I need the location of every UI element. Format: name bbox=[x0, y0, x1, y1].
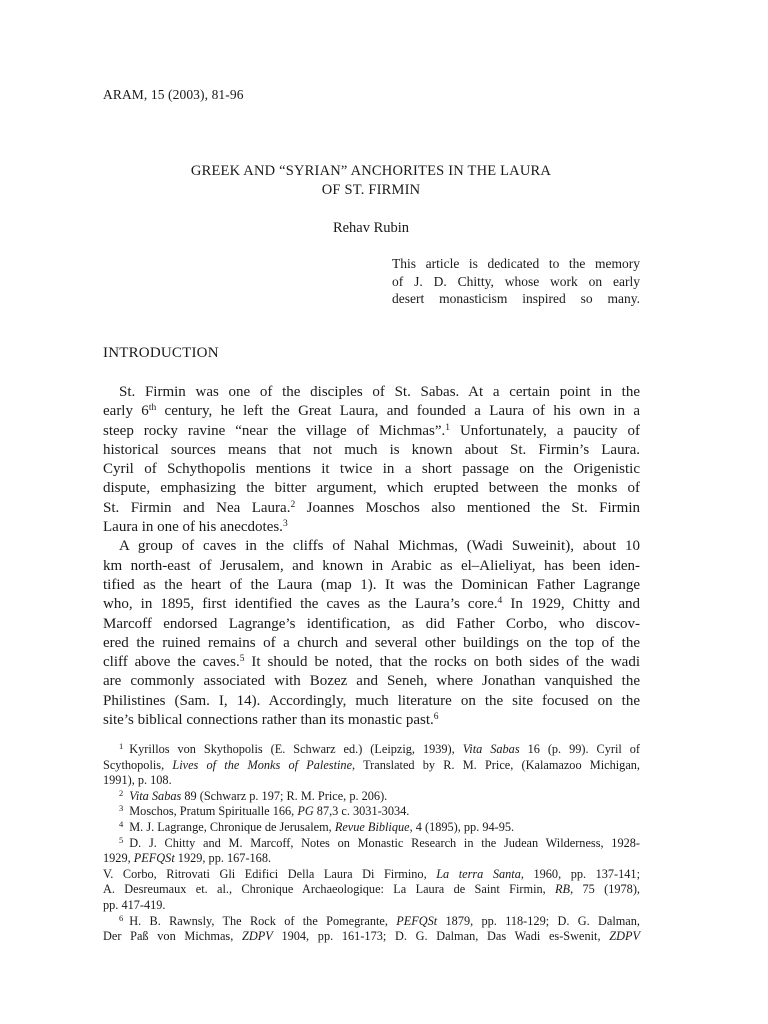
dedication-line: desert monasticism inspired so many. bbox=[392, 291, 640, 306]
body-text bbox=[103, 383, 640, 730]
body-line: A group of caves in the cliffs of Nahal Michmas, (Wadi Suweinit), about 10 bbox=[119, 538, 640, 555]
footnote-mark: 5 bbox=[119, 834, 124, 845]
body-line: km north-east of Jerusalem, and known in Arabic as el–Alieliyat, has been iden- bbox=[103, 557, 640, 574]
footnote-mark: 2 bbox=[119, 787, 124, 798]
footnote-ref[interactable]: 3 bbox=[282, 519, 288, 530]
footnote-ref[interactable]: 4 bbox=[497, 596, 503, 607]
footnote-line: 1929, PEFQSt 1929, pp. 167-168. bbox=[103, 851, 272, 866]
body-line: Cyril of Schythopolis mentions it twice in a short passage on the Origenistic bbox=[103, 461, 640, 478]
footnote-line: Der Paß von Michmas, ZDPV 1904, pp. 161-173; D. G. Dalman, Das Wadi es-Swenit, ZDPV bbox=[103, 929, 640, 944]
article-title bbox=[103, 162, 639, 200]
footnote-mark: 3 bbox=[119, 803, 124, 814]
footnote-line: $^4$ M. J. Lagrange, Chronique de Jerusalem, Revue Biblique, 4 (1895), pp. 94-95. bbox=[119, 818, 515, 834]
body-line: who, in 1895, first identified the caves as the Laura’s core.$^4$ In 1929, Chitty and bbox=[103, 596, 640, 613]
footnote-line: A. Desreumaux et. al., Chronique Archaeologique: La Laura de Saint Firmin, RB, 75 (1978), bbox=[103, 882, 640, 897]
footnote-line: V. Corbo, Ritrovati Gli Edifici Della Laura Di Firmino, La terra Santa, 1960, pp. 137-141; bbox=[103, 866, 640, 881]
body-line: St. Firmin and Nea Laura.$^2$ Joannes Moschos also mentioned the St. Firmin bbox=[103, 499, 640, 516]
footnote-line: pp. 417-419. bbox=[103, 897, 166, 912]
footnote-mark: 1 bbox=[119, 741, 124, 751]
body-line: Philistines (Sam. I, 14). Accordingly, much literature on the site focused on the bbox=[103, 692, 640, 709]
dedication bbox=[392, 255, 640, 308]
body-line: early 6th century, he left the Great Laura, and founded a Laura of his own in a bbox=[103, 403, 640, 420]
footnote-line: $^2$ Vita Sabas 89 (Schwarz p. 197; R. M. Price, p. 206). bbox=[119, 787, 388, 803]
body-line: tified as the heart of the Laura (map 1). It was the Dominican Father Lagrange bbox=[103, 576, 640, 593]
running-head: ARAM, 15 (2003), 81-96 bbox=[103, 87, 244, 102]
article-title-line-1: GREEK AND “SYRIAN” ANCHORITES IN THE LAURA bbox=[190, 163, 552, 179]
footnote-line: $^3$ Moschos, Pratum Spiritualle 166, PG 87,3 c. 3031-3034. bbox=[119, 803, 410, 819]
footnote-ref[interactable]: 1 bbox=[445, 422, 451, 433]
body-line: Marcoff endorsed Lagrange’s identification, as did Father Corbo, who discov- bbox=[103, 615, 640, 632]
body-line: historical sources means that not much is known about St. Firmin’s Laura. bbox=[103, 441, 640, 458]
article-title-line-2: OF ST. FIRMIN bbox=[321, 182, 421, 198]
body-line: ered the ruined remains of a church and several other buildings on the top of the bbox=[103, 634, 640, 651]
body-line: St. Firmin was one of the disciples of St. Sabas. At a certain point in the bbox=[119, 384, 640, 400]
footnote-line: 1991), p. 108. bbox=[103, 773, 172, 788]
footnote-mark: 4 bbox=[119, 818, 124, 829]
footnote-line: $^1$ Kyrillos von Skythopolis (E. Schwarz ed.) (Leipzig, 1939), Vita Sabas 16 (p. 99). Cyril of bbox=[119, 741, 640, 756]
footnote-line: $^5$ D. J. Chitty and M. Marcoff, Notes on Monastic Research in the Judean Wilderness, 1928- bbox=[119, 834, 640, 850]
body-line: cliff above the caves.$^5$ It should be noted, that the rocks on both sides of the wadi bbox=[103, 654, 641, 671]
body-line: are commonly associated with Bozez and Seneh, where Jonathan vanquished the bbox=[103, 673, 640, 690]
body-line: steep rocky ravine “near the village of Michmas”.$^1$ Unfortunately, a paucity of bbox=[103, 422, 640, 439]
footnote-mark: 6 bbox=[119, 912, 124, 923]
dedication-line: of J. D. Chitty, whose work on early bbox=[392, 273, 640, 289]
footnote-line: $^6$ H. B. Rawnsly, The Rock of the Pomegrante, PEFQSt 1879, pp. 118-129; D. G. Dalman, bbox=[119, 912, 640, 928]
author-name: Rehav Rubin bbox=[332, 220, 410, 236]
body-line: site’s biblical connections rather than its monastic past.$^6$ bbox=[103, 712, 439, 729]
footnote-line: Scythopolis, Lives of the Monks of Palestine, Translated by R. M. Price, (Kalamazoo Michigan, bbox=[103, 757, 640, 772]
body-line: dispute, emphasizing the bitter argument, which erupted between the monks of bbox=[103, 480, 640, 497]
dedication-line: This article is dedicated to the memory bbox=[392, 256, 640, 271]
footnotes bbox=[103, 742, 640, 945]
footnote-ref[interactable]: 6 bbox=[433, 712, 439, 723]
section-heading: INTRODUCTION bbox=[103, 345, 219, 361]
footnote-ref[interactable]: 2 bbox=[290, 499, 296, 510]
body-line: Laura in one of his anecdotes.$^3$ bbox=[103, 519, 288, 536]
footnote-ref[interactable]: 5 bbox=[239, 654, 245, 665]
